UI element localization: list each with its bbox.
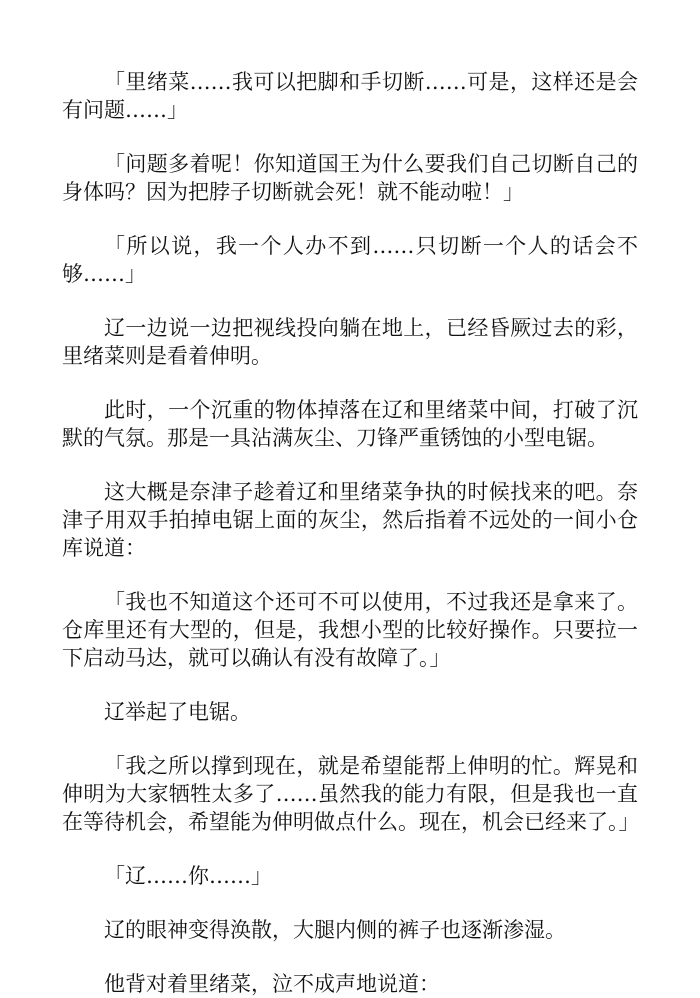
paragraph-8: 辽举起了电锯。 [104, 700, 251, 724]
paragraph-10: 「辽……你……」 [104, 864, 272, 888]
paragraph-9: 「我之所以撑到现在，就是希望能帮上伸明的忙。辉晃和伸明为大家牺牲太多了……虽然我的能力有限，但是我也一直在等待机会，希望能为伸明做点什么。现在，机会已经来了。」 [62, 754, 640, 834]
paragraph-6: 这大概是奈津子趁着辽和里绪菜争执的时候找来的吧。奈津子用双手拍掉电锯上面的灰尘，然后指着不远处的一间小仓库说道： [62, 480, 638, 560]
paragraph-7: 「我也不知道这个还可不可以使用，不过我还是拿来了。仓库里还有大型的，但是，我想小型的比较好操作。只要拉一下启动马达，就可以确认有没有故障了。」 [62, 590, 638, 670]
paragraph-5: 此时，一个沉重的物体掉落在辽和里绪菜中间，打破了沉默的气氛。那是一具沾满灰尘、刀锋严重锈蚀的小型电锯。 [62, 398, 638, 450]
paragraph-4: 辽一边说一边把视线投向躺在地上，已经昏厥过去的彩，里绪菜则是看着伸明。 [62, 316, 638, 368]
paragraph-1: 「里绪菜……我可以把脚和手切断……可是，这样还是会有问题……」 [62, 70, 638, 122]
paragraph-11: 辽的眼神变得涣散，大腿内侧的裤子也逐渐渗湿。 [104, 918, 566, 942]
paragraph-12: 他背对着里绪菜，泣不成声地说道： [104, 972, 440, 996]
paragraph-3: 「所以说，我一个人办不到……只切断一个人的话会不够……」 [62, 234, 638, 286]
paragraph-2: 「问题多着呢！你知道国王为什么要我们自己切断自己的身体吗？因为把脖子切断就会死！就不能动啦！」 [62, 152, 638, 204]
